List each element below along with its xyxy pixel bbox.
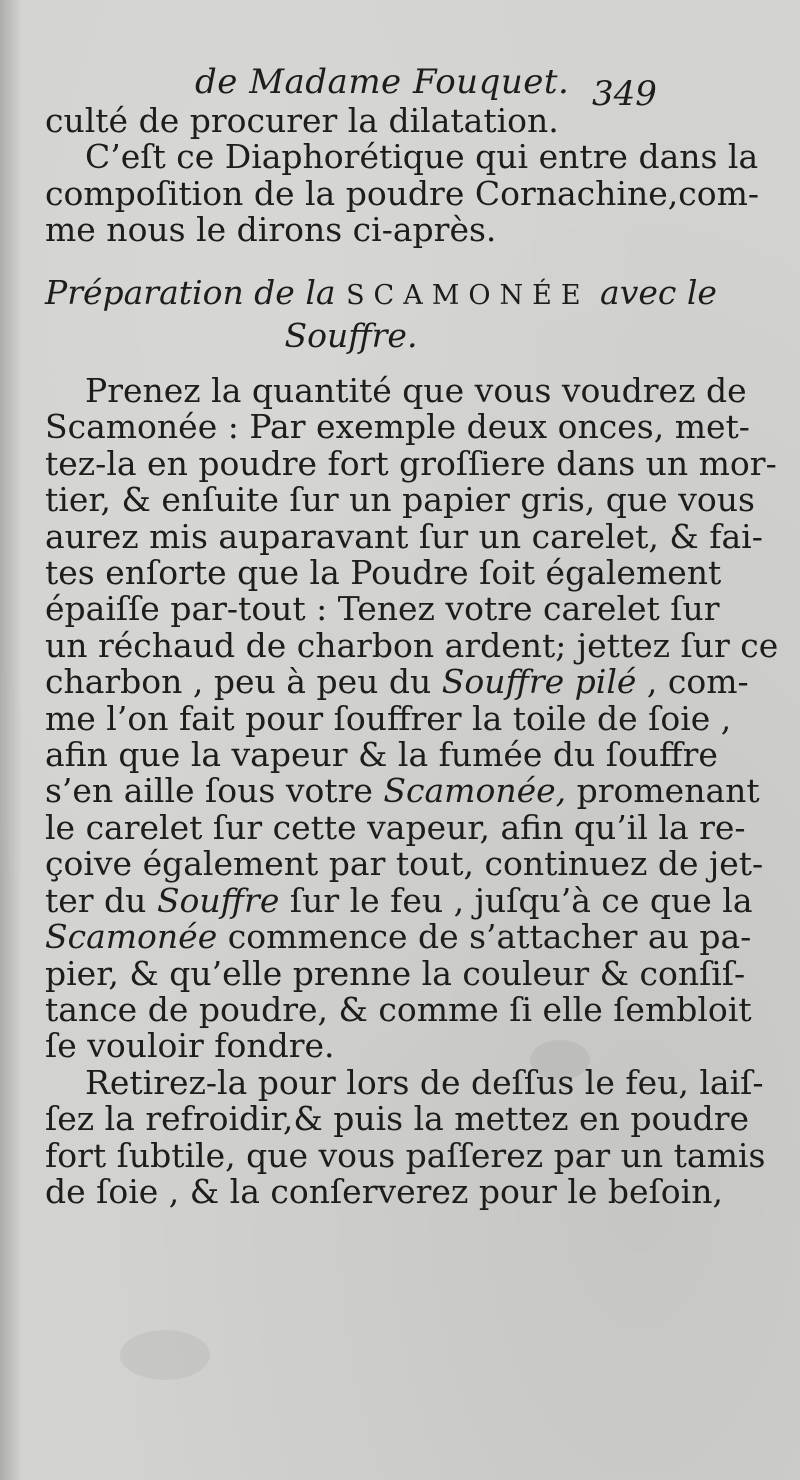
text-line: aurez mis auparavant ſur un carelet, & fai- — [45, 516, 763, 556]
text-run: promenant — [576, 771, 760, 811]
heading-smallcaps: SCAMONÉE — [346, 280, 590, 311]
text-block-main — [45, 371, 779, 1211]
italic-term: Souffre — [156, 880, 280, 920]
section-heading — [45, 273, 717, 356]
page-number: 349 — [592, 74, 657, 114]
paragraph — [45, 371, 779, 1066]
italic-term: Souffre pilé — [441, 662, 637, 702]
running-head: de Madame Fouquet. — [195, 62, 570, 102]
text-line — [45, 917, 752, 957]
text-line: un réchaud de charbon ardent; jettez ſur ce — [45, 625, 779, 665]
text-block-top — [45, 101, 760, 250]
text-line: de ſoie , & la conſerverez pour le beſoin, — [45, 1171, 723, 1211]
gutter-shadow — [0, 0, 22, 1480]
text-line — [45, 771, 760, 811]
heading-line-2: Souffre. — [284, 316, 418, 355]
text-run: ſur le feu , juſqu’à ce que la — [289, 880, 753, 920]
text-line: afin que la vapeur & la fumée du ſouffre — [45, 735, 718, 775]
paragraph — [45, 1062, 766, 1211]
text-line: me l’on fait pour ſouffrer la toile de ſoie , — [45, 698, 732, 738]
text-run: charbon , peu à peu du — [45, 662, 432, 702]
text-line: Retirez-la pour lors de deſſus le feu, laiſ- — [85, 1062, 764, 1102]
text-line: tance de poudre, & comme ſi elle ſembloit — [45, 989, 752, 1029]
text-line: compoſition de la poudre Cornachine,com- — [45, 173, 760, 213]
paragraph-continuation — [45, 103, 657, 139]
text-line: ſez la refroidir,& puis la mettez en poudre — [45, 1099, 750, 1139]
text-run: s’en aille ſous votre — [45, 771, 373, 811]
text-line: fort ſubtile, que vous paſſerez par un tamis — [45, 1135, 766, 1175]
text-line: épaiſſe par-tout : Tenez votre carelet ſur — [45, 589, 720, 629]
text-line: ſe vouloir fondre. — [45, 1026, 335, 1066]
text-line: tes enſorte que la Poudre ſoit également — [45, 553, 722, 593]
heading-line — [45, 273, 717, 316]
text-line: le carelet ſur cette vapeur, afin qu’il la re- — [45, 807, 746, 847]
text-line: pier, & qu’elle prenne la couleur & conſiſ- — [45, 953, 746, 993]
text-line: çoive également par tout, continuez de jet- — [45, 844, 764, 884]
text-line: Scamonée : Par exemple deux onces, met- — [45, 407, 750, 447]
text-line: C’eſt ce Diaphorétique qui entre dans la — [85, 137, 759, 177]
text-run: commence de s’attacher au pa- — [227, 917, 752, 957]
text-run: , com- — [646, 662, 749, 702]
text-line: me nous le dirons ci-après. — [45, 210, 497, 250]
italic-term: Scamonée — [45, 917, 218, 957]
text-line: tier, & enſuite ſur un papier gris, que vous — [45, 480, 755, 520]
text-line: tez-la en poudre fort groſſiere dans un mor- — [45, 443, 777, 483]
text-line: Prenez la quantité que vous voudrez de — [85, 371, 747, 410]
heading-prefix: Préparation de la — [45, 273, 336, 312]
paragraph — [45, 137, 760, 250]
heading-suffix: avec le — [600, 273, 717, 312]
text-line — [45, 880, 753, 920]
text-line: culté de procurer la dilatation. — [45, 101, 559, 140]
text-run: ter du — [45, 880, 147, 920]
text-line — [45, 662, 749, 702]
paper-stain — [120, 1330, 210, 1380]
italic-term: Scamonée, — [383, 771, 567, 811]
